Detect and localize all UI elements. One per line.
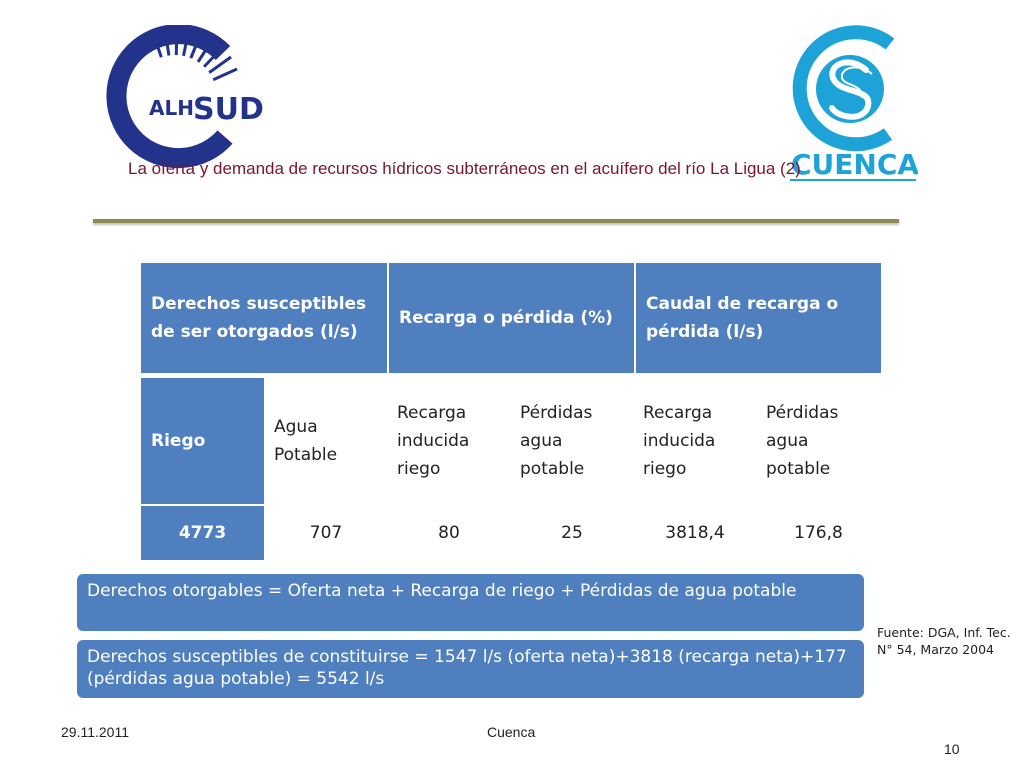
formula-box-susceptibles: Derechos susceptibles de constituirse = 1547 l/s (oferta neta)+3818 (recarga neta)+177 (pérdidas agua potable) = 5542 l/s: [77, 640, 864, 698]
value-recarga-pct: 80: [438, 523, 460, 543]
subheader-perdidas-agua-1: Pérdidas agua potable: [520, 403, 593, 479]
header-derechos: Derechos susceptibles de ser otorgados (l/s): [141, 263, 387, 373]
value-recarga-caudal: 3818,4: [665, 523, 725, 543]
formula-box-otorgables: Derechos otorgables = Oferta neta + Recarga de riego + Pérdidas de agua potable: [77, 574, 864, 631]
slide-title: La oferta y demanda de recursos hídricos subterráneos en el acuífero del río La Ligua (2): [128, 159, 801, 178]
footer-center-label: Cuenca: [487, 724, 536, 740]
cuenca-logo-text: CUENCA: [791, 148, 918, 181]
alhsud-logo: [105, 25, 265, 170]
subheader-agua-potable: Agua Potable: [274, 417, 338, 465]
alhsud-logo-right: SUD: [193, 92, 264, 127]
value-perdidas-caudal: 176,8: [794, 523, 843, 543]
alhsud-logo-left: ALH: [149, 96, 194, 120]
title-divider: [93, 219, 899, 223]
value-perdidas-pct: 25: [561, 523, 583, 543]
subheader-recarga-riego-2: Recarga inducida riego: [643, 403, 716, 479]
subheader-riego: Riego: [141, 378, 264, 504]
header-recarga-perdida: Recarga o pérdida (%): [389, 263, 634, 373]
footer-date: 29.11.2011: [61, 724, 129, 740]
header-caudal: Caudal de recarga o pérdida (l/s): [636, 263, 881, 373]
page-number: 10: [944, 741, 960, 757]
value-riego: 4773: [141, 506, 264, 560]
source-note: Fuente: DGA, Inf. Tec. N° 54, Marzo 2004: [877, 625, 1011, 657]
subheader-perdidas-agua-2: Pérdidas agua potable: [766, 403, 839, 479]
subheader-recarga-riego-1: Recarga inducida riego: [397, 403, 470, 479]
value-agua-potable: 707: [309, 523, 343, 543]
